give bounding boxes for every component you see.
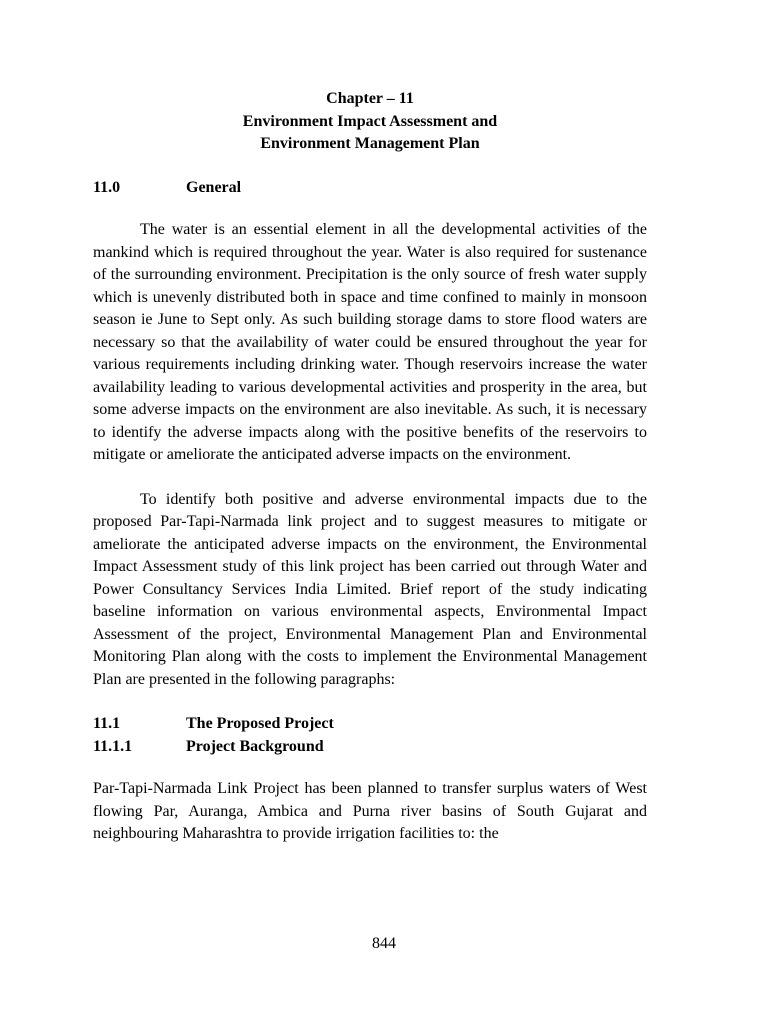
paragraph-identify-impacts: To identify both positive and adverse environmental impacts due to the proposed Par-Tapi-Narmada link project and to suggest measures to mitigate or ameliorate the anticipated adverse impacts on the environment, the Environmental Impact Assessment study of this link project has been carried out through Water and Power Consultancy Services India Limited. Brief report of the study indicating baseline information on various environmental aspects, Environmental Impact Assessment of the project, Environmental Management Plan and Environmental Monitoring Plan along with the costs to implement the Environmental Management Plan are presented in the following paragraphs:	[93, 490, 647, 688]
page-number: 844	[372, 935, 396, 952]
document-page	[93, 88, 647, 846]
section-title: General	[186, 178, 242, 196]
chapter-title-line-1: Environment Impact Assessment and	[242, 112, 498, 130]
chapter-label: Chapter – 11	[326, 90, 414, 107]
paragraph-water-essential: The water is an essential element in all the developmental activities of the mankind which is required throughout the year. Water is also required for sustenance of the surrounding environment. Precipitation is the only source of fresh water supply which is unevenly distributed both in space and time confined to mainly in monsoon season ie June to Sept only. As such building storage dams to store flood waters are necessary so that the availability of water could be ensured throughout the year for various requirements including drinking water. Though reservoirs increase the water availability leading to various developmental activities and prosperity in the area, but some adverse impacts on the environment are also inevitable. As such, it is necessary to identify the adverse impacts along with the positive benefits of the reservoirs to mitigate or ameliorate the anticipated adverse impacts on the environment.	[93, 221, 647, 463]
section-title: The Proposed Project	[186, 715, 334, 732]
section-number: 11.0	[93, 178, 121, 196]
section-number: 11.1.1	[93, 737, 133, 755]
section-title: Project Background	[186, 737, 324, 755]
chapter-title-line-2: Environment Management Plan	[260, 135, 480, 152]
paragraph-project-background: Par-Tapi-Narmada Link Project has been planned to transfer surplus waters of West flowing Par, Auranga, Ambica and Purna river basins of South Gujarat and neighbouring Maharashtra to provide irrigation facilities to: the	[93, 780, 647, 842]
section-number: 11.1	[93, 715, 121, 732]
section-heading-general	[93, 177, 647, 200]
section-heading-project-background	[93, 736, 647, 759]
section-heading-proposed-project	[93, 713, 647, 736]
